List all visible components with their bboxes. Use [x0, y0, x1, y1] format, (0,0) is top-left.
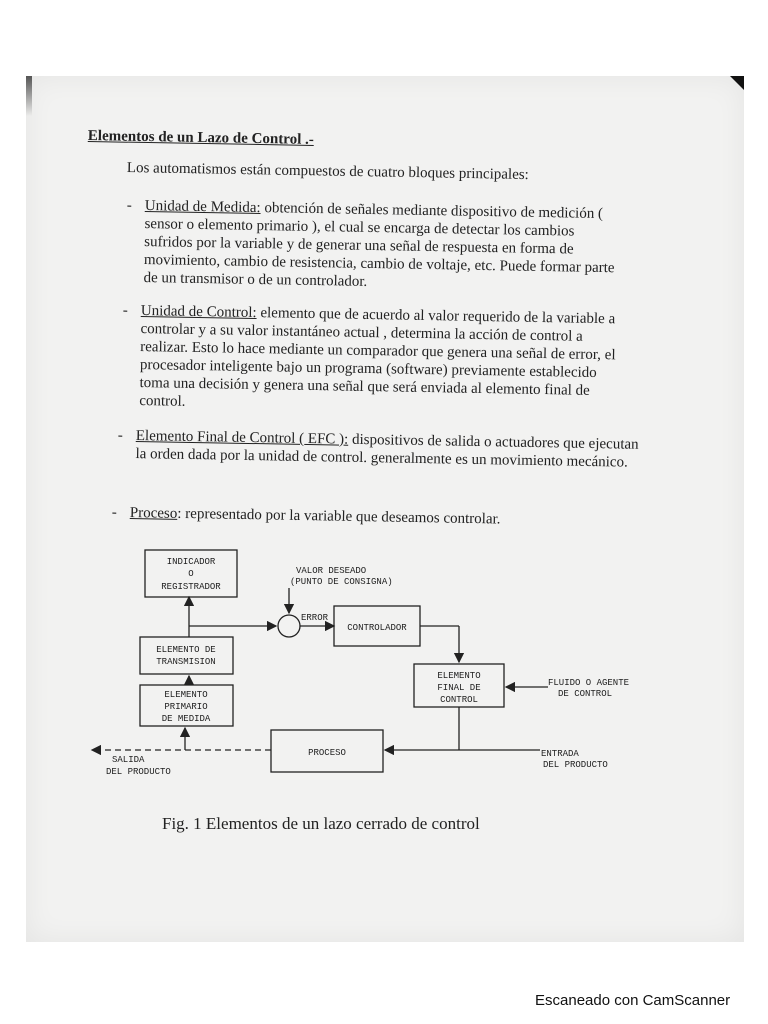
bullet-dash: - [126, 197, 132, 214]
entrada-label: DEL PRODUCTO [543, 760, 608, 770]
salida-label: DEL PRODUCTO [106, 767, 171, 777]
transmision-label: ELEMENTO DE [156, 645, 216, 655]
fluido-label: FLUIDO O AGENTE [548, 678, 630, 688]
entrada-label: ENTRADA [541, 749, 579, 759]
bullet-text: dispositivos de salida o actuadores que ejecutan la orden dada por la unidad de control. generalmente es un movimiento mecánico. [135, 431, 639, 471]
valor-deseado-label: VALOR DESEADO [296, 566, 367, 576]
indicador-label: INDICADOR [166, 557, 216, 567]
comparator-circle [278, 615, 300, 637]
bullet-dash: - [117, 427, 123, 444]
controlador-label: CONTROLADOR [347, 623, 407, 633]
transmision-box [140, 637, 233, 674]
bullet-term: Unidad de Medida: [144, 197, 261, 217]
valor-deseado-label: (PUNTO DE CONSIGNA) [290, 577, 393, 587]
salida-label: SALIDA [112, 755, 145, 765]
primario-label: DE MEDIDA [161, 714, 211, 724]
indicador-label: O [188, 569, 194, 579]
indicador-label: REGISTRADOR [161, 582, 221, 592]
camscanner-watermark: Escaneado con CamScanner [535, 992, 731, 1009]
final-control-label: FINAL DE [437, 683, 481, 693]
error-label: ERROR [301, 613, 329, 623]
bullet-dash: - [122, 302, 128, 319]
bullet-term: Unidad de Control: [140, 302, 257, 322]
bullet-text: : representado por la variable que deseamos controlar. [177, 505, 501, 528]
figure-caption: Fig. 1 Elementos de un lazo cerrado de control [162, 814, 480, 833]
primario-label: ELEMENTO [164, 690, 208, 700]
bullet-term: Proceso [129, 504, 178, 522]
final-control-label: ELEMENTO [437, 671, 481, 681]
primario-label: PRIMARIO [164, 702, 208, 712]
intro-paragraph: Los automatismos están compuestos de cuatro bloques principales: [126, 160, 529, 184]
final-control-label: CONTROL [440, 695, 478, 705]
bullet-term: Elemento Final de Control ( EFC ): [135, 427, 349, 448]
proceso-label: PROCESO [308, 748, 346, 758]
document-title: Elementos de un Lazo de Control .- [87, 128, 314, 148]
bullet-text: elemento que de acuerdo al valor requerido de la variable a controlar y a su valor instantáneo actual , determina la acción de control a realizar. Esto lo hace mediante un comparador que genera una señal de error, el procesador inteligente bajo un programa (software) previamente establecido toma una decisión y genera una señal que será enviada al elemento final de control. [139, 305, 616, 410]
transmision-label: TRANSMISION [156, 657, 216, 667]
bullet-text: obtención de señales mediante dispositivo de medición ( sensor o elemento primario ), el cual se encarga de detectar los cambios sufridos por la variable y de generar una señal de respuesta en forma de movimiento, cambio de resistencia, cambio de voltaje, etc. Puede formar parte de un transmisor o de un controlador. [143, 200, 615, 290]
bullet-dash: - [111, 504, 117, 521]
fluido-label: DE CONTROL [558, 689, 613, 699]
